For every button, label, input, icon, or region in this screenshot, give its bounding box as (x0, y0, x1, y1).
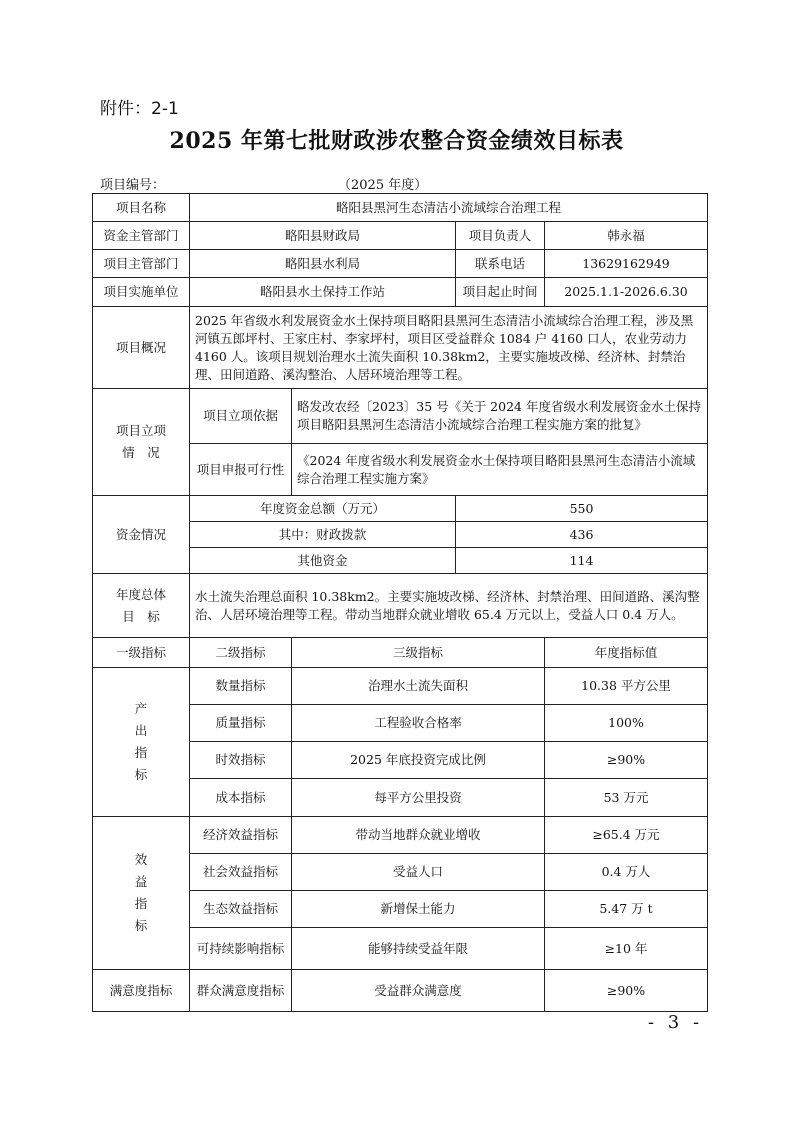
row-approval-basis (93, 389, 708, 444)
approval-label-line-1: 项目立项 (115, 423, 166, 438)
table-row (93, 817, 708, 854)
feasibility-text: 《2024 年度省级水利发展资金水土保持项目略阳县黑河生态清洁小流域综合治理工程实施方案》 (292, 444, 708, 496)
leader-label: 项目负责人 (456, 222, 545, 250)
funds-fiscal-label: 其中：财政拨款 (190, 522, 456, 548)
attachment-label: 附件：2-1 (100, 99, 179, 119)
level2-cell: 质量指标 (190, 705, 292, 742)
funds-fiscal-value: 436 (456, 522, 708, 548)
level2-cell: 时效指标 (190, 742, 292, 779)
period-label: 项目起止时间 (456, 278, 545, 307)
value-cell: 5.47 万 t (545, 891, 708, 928)
table-row (93, 668, 708, 705)
page-number: - 3 - (648, 1012, 704, 1033)
satisfaction-label: 满意度指标 (93, 970, 190, 1012)
header-value: 年度指标值 (545, 638, 708, 668)
row-project-name (93, 194, 708, 222)
benefit-indicator-label (93, 817, 190, 970)
annual-goal-label-line-1: 年度总体 (115, 586, 166, 602)
benefit-label-char: 效 (134, 852, 148, 867)
performance-target-table (92, 193, 708, 1012)
level3-cell: 治理水土流失面积 (292, 668, 545, 705)
level2-cell: 成本指标 (190, 779, 292, 817)
value-cell: 0.4 万人 (545, 854, 708, 891)
row-annual-goal (93, 574, 708, 638)
level2-cell: 可持续影响指标 (190, 928, 292, 970)
header-level3: 三级指标 (292, 638, 545, 668)
value-cell: ≥10 年 (545, 928, 708, 970)
overview-label: 项目概况 (93, 307, 190, 389)
header-level1: 一级指标 (93, 638, 190, 668)
output-label-char: 产 (134, 701, 148, 716)
table-row (93, 970, 708, 1012)
page-title: 2025 年第七批财政涉农整合资金绩效目标表 (169, 128, 624, 154)
row-project-dept (93, 250, 708, 278)
level3-cell: 受益人口 (292, 854, 545, 891)
project-dept-label: 项目主管部门 (93, 250, 190, 278)
project-no-label: 项目编号： (100, 178, 166, 193)
level3-cell: 受益群众满意度 (292, 970, 545, 1012)
row-funds-total (93, 496, 708, 522)
value-cell: ≥65.4 万元 (545, 817, 708, 854)
project-dept-value: 略阳县水利局 (190, 250, 456, 278)
year-label: （2025 年度） (338, 178, 428, 193)
phone-value: 13629162949 (545, 250, 708, 278)
header-level2: 二级指标 (190, 638, 292, 668)
funds-total-value: 550 (456, 496, 708, 522)
funds-other-label: 其他资金 (190, 548, 456, 574)
level2-cell: 经济效益指标 (190, 817, 292, 854)
annual-goal-label (93, 574, 190, 638)
level2-cell: 生态效益指标 (190, 891, 292, 928)
project-name-label: 项目名称 (93, 194, 190, 222)
fund-dept-label: 资金主管部门 (93, 222, 190, 250)
funds-total-label: 年度资金总额（万元） (190, 496, 456, 522)
row-fund-dept (93, 222, 708, 250)
level3-cell: 能够持续受益年限 (292, 928, 545, 970)
annual-goal-label-line-2: 目 标 (122, 608, 160, 624)
row-indicator-headers (93, 638, 708, 668)
project-name-value: 略阳县黑河生态清洁小流域综合治理工程 (190, 194, 708, 222)
phone-label: 联系电话 (456, 250, 545, 278)
level3-cell: 每平方公里投资 (292, 779, 545, 817)
overview-text: 2025 年省级水利发展资金水土保持项目略阳县黑河生态清洁小流域综合治理工程，涉及黑河镇五郎坪村、王家庄村、李家坪村，项目区受益群众 1084 户 4160 口人，农业劳动力 4160 人。该项目规划治理水土流失面积 10.38km2，主要实施坡改梯、经济林、封禁治理、田间道路、溪沟整治、人居环境治理等工程。 (190, 307, 708, 389)
level3-cell: 2025 年底投资完成比例 (292, 742, 545, 779)
level3-cell: 带动当地群众就业增收 (292, 817, 545, 854)
value-cell: 53 万元 (545, 779, 708, 817)
value-cell: ≥90% (545, 970, 708, 1012)
period-value: 2025.1.1-2026.6.30 (545, 278, 708, 307)
row-impl-unit (93, 278, 708, 307)
approval-basis-text: 略发改农经〔2023〕35 号《关于 2024 年度省级水利发展资金水土保持项目略阳县黑河生态清洁小流域综合治理工程实施方案的批复》 (292, 389, 708, 444)
approval-label-line-2: 情 况 (122, 445, 160, 460)
benefit-label-char: 标 (134, 918, 148, 933)
annual-goal-text: 水土流失治理总面积 10.38km2。主要实施坡改梯、经济林、封禁治理、田间道路、溪沟整治、人居环境治理等工程。带动当地群众就业增收 65.4 万元以上，受益人口 0.4 万人。 (190, 574, 708, 638)
output-indicator-label (93, 668, 190, 817)
approval-label (93, 389, 190, 496)
level3-cell: 工程验收合格率 (292, 705, 545, 742)
level2-cell: 数量指标 (190, 668, 292, 705)
value-cell: ≥90% (545, 742, 708, 779)
funds-label: 资金情况 (93, 496, 190, 574)
impl-unit-value: 略阳县水土保持工作站 (190, 278, 456, 307)
funds-other-value: 114 (456, 548, 708, 574)
row-overview (93, 307, 708, 389)
output-label-char: 出 (134, 723, 148, 738)
level3-cell: 新增保土能力 (292, 891, 545, 928)
output-label-char: 标 (134, 767, 148, 782)
level2-cell: 群众满意度指标 (190, 970, 292, 1012)
benefit-label-char: 指 (134, 896, 148, 911)
impl-unit-label: 项目实施单位 (93, 278, 190, 307)
approval-basis-label: 项目立项依据 (190, 389, 292, 444)
output-label-char: 指 (134, 745, 148, 760)
feasibility-label: 项目申报可行性 (190, 444, 292, 496)
value-cell: 100% (545, 705, 708, 742)
leader-value: 韩永福 (545, 222, 708, 250)
fund-dept-value: 略阳县财政局 (190, 222, 456, 250)
level2-cell: 社会效益指标 (190, 854, 292, 891)
value-cell: 10.38 平方公里 (545, 668, 708, 705)
benefit-label-char: 益 (134, 874, 148, 889)
